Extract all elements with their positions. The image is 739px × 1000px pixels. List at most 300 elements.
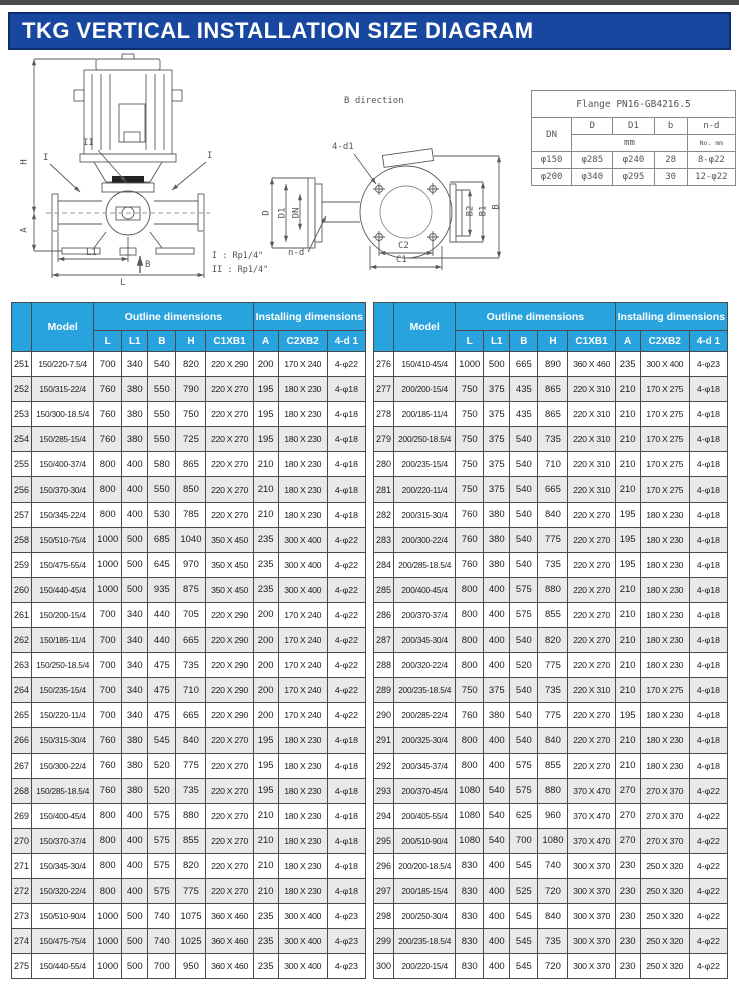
table-cell: 4-φ18 bbox=[689, 477, 727, 502]
table-cell: 950 bbox=[176, 954, 206, 979]
table-cell: 210 bbox=[615, 628, 640, 653]
table-row bbox=[12, 452, 366, 477]
table-cell: 1000 bbox=[94, 929, 122, 954]
table-cell: 575 bbox=[148, 828, 176, 853]
table-cell: 150/440-45/4 bbox=[32, 577, 94, 602]
table-cell: 270 bbox=[12, 828, 32, 853]
table-cell: 200/220-11/4 bbox=[394, 477, 456, 502]
table-cell: 4-φ18 bbox=[327, 477, 365, 502]
table-cell: 250 X 320 bbox=[640, 954, 689, 979]
table-cell: 4-φ18 bbox=[689, 527, 727, 552]
table-cell: 254 bbox=[12, 427, 32, 452]
table-cell: 210 bbox=[615, 452, 640, 477]
table-cell: 220 X 270 bbox=[568, 577, 615, 602]
table-cell: 4-φ22 bbox=[327, 352, 365, 377]
table-cell: 210 bbox=[253, 803, 278, 828]
table-cell: 170 X 240 bbox=[278, 678, 327, 703]
table-cell: 200 bbox=[253, 352, 278, 377]
table-cell: 230 bbox=[615, 954, 640, 979]
table-cell: 200/405-55/4 bbox=[394, 803, 456, 828]
table-cell: 150/370-30/4 bbox=[32, 477, 94, 502]
table-cell: 252 bbox=[12, 377, 32, 402]
table-cell: 180 X 230 bbox=[640, 552, 689, 577]
table-cell: 800 bbox=[456, 628, 484, 653]
table-cell: 360 X 460 bbox=[206, 929, 253, 954]
table-cell: 750 bbox=[176, 402, 206, 427]
table-cell: 210 bbox=[615, 427, 640, 452]
table-cell: 520 bbox=[148, 778, 176, 803]
num-col-header bbox=[12, 303, 32, 352]
table-row bbox=[12, 653, 366, 678]
table-row bbox=[374, 728, 728, 753]
table-row bbox=[12, 628, 366, 653]
table-cell: 735 bbox=[176, 653, 206, 678]
table-cell: 150/315-22/4 bbox=[32, 377, 94, 402]
page-top-strip bbox=[0, 0, 739, 5]
table-cell: 4-φ22 bbox=[689, 904, 727, 929]
table-cell: 580 bbox=[148, 452, 176, 477]
table-cell: 760 bbox=[94, 728, 122, 753]
table-cell: 575 bbox=[510, 577, 538, 602]
table-cell: 625 bbox=[510, 803, 538, 828]
table-cell: 290 bbox=[374, 703, 394, 728]
table-cell: 4-φ22 bbox=[689, 954, 727, 979]
table-cell: 292 bbox=[374, 753, 394, 778]
b-direction-title: B direction bbox=[344, 96, 404, 106]
table-cell: 1000 bbox=[94, 904, 122, 929]
table-cell: 271 bbox=[12, 853, 32, 878]
table-cell: 375 bbox=[484, 402, 510, 427]
table-cell: 200/400-45/4 bbox=[394, 577, 456, 602]
table-row bbox=[374, 527, 728, 552]
table-cell: 750 bbox=[456, 377, 484, 402]
table-cell: 700 bbox=[148, 954, 176, 979]
table-cell: 4-φ18 bbox=[689, 402, 727, 427]
table-cell: 970 bbox=[176, 552, 206, 577]
table-cell: 4-φ23 bbox=[327, 929, 365, 954]
table-cell: 220 X 270 bbox=[568, 552, 615, 577]
table-cell: 1040 bbox=[176, 527, 206, 552]
table-cell: φ285 bbox=[572, 152, 613, 169]
table-row bbox=[374, 853, 728, 878]
table-cell: 4-φ22 bbox=[689, 828, 727, 853]
table-cell: 8-φ22 bbox=[687, 152, 735, 169]
table-cell: 220 X 310 bbox=[568, 452, 615, 477]
table-cell: 1000 bbox=[456, 352, 484, 377]
table-cell: 195 bbox=[615, 527, 640, 552]
dim-label-b1: B1 bbox=[478, 205, 489, 217]
table-cell: 286 bbox=[374, 602, 394, 627]
table-cell: 210 bbox=[253, 477, 278, 502]
table-row bbox=[12, 502, 366, 527]
table-cell: 282 bbox=[374, 502, 394, 527]
table-cell: 340 bbox=[122, 703, 148, 728]
table-cell: 28 bbox=[654, 152, 687, 169]
table-cell: 4-φ18 bbox=[689, 653, 727, 678]
table-cell: 235 bbox=[253, 929, 278, 954]
spec-tables bbox=[11, 302, 728, 979]
dim-label-a: A bbox=[19, 227, 30, 233]
table-cell: 220 X 290 bbox=[206, 678, 253, 703]
table-cell: 800 bbox=[456, 728, 484, 753]
table-row bbox=[374, 552, 728, 577]
table-row bbox=[374, 452, 728, 477]
table-row bbox=[12, 929, 366, 954]
table-cell: 840 bbox=[538, 904, 568, 929]
table-cell: 380 bbox=[122, 778, 148, 803]
table-cell: 300 X 370 bbox=[568, 853, 615, 878]
table-cell: 210 bbox=[615, 402, 640, 427]
table-cell: 276 bbox=[374, 352, 394, 377]
table-cell: 4-φ18 bbox=[689, 678, 727, 703]
table-row bbox=[374, 653, 728, 678]
table-cell: 220 X 270 bbox=[568, 502, 615, 527]
table-cell: 880 bbox=[538, 577, 568, 602]
table-cell: 300 X 400 bbox=[278, 904, 327, 929]
table-cell: 775 bbox=[176, 878, 206, 903]
table-cell: 575 bbox=[148, 803, 176, 828]
table-cell: 380 bbox=[484, 552, 510, 577]
table-cell: 180 X 230 bbox=[278, 402, 327, 427]
table-cell: 180 X 230 bbox=[640, 703, 689, 728]
table-cell: 150/200-15/4 bbox=[32, 602, 94, 627]
table-cell: 700 bbox=[94, 703, 122, 728]
table-cell: 540 bbox=[510, 477, 538, 502]
table-cell: 380 bbox=[484, 502, 510, 527]
table-cell: 220 X 270 bbox=[568, 753, 615, 778]
table-row bbox=[374, 628, 728, 653]
table-cell: 820 bbox=[538, 628, 568, 653]
dim-label-b-arrow: B bbox=[145, 260, 151, 270]
installing-dimensions-header: Installing dimensions bbox=[253, 303, 365, 331]
table-cell: 400 bbox=[484, 728, 510, 753]
table-cell: 500 bbox=[484, 352, 510, 377]
table-cell: 1000 bbox=[94, 527, 122, 552]
table-cell: 735 bbox=[538, 929, 568, 954]
table-cell: 370 X 470 bbox=[568, 778, 615, 803]
table-row bbox=[12, 703, 366, 728]
table-cell: 360 X 460 bbox=[568, 352, 615, 377]
model-col-header: Model bbox=[32, 303, 94, 352]
flange-col-b: b bbox=[654, 118, 687, 135]
table-cell: 200/185-15/4 bbox=[394, 878, 456, 903]
table-cell: φ295 bbox=[613, 169, 654, 186]
table-cell: 340 bbox=[122, 352, 148, 377]
table-cell: 545 bbox=[510, 853, 538, 878]
table-cell: 4-φ22 bbox=[689, 929, 727, 954]
table-cell: 220 X 290 bbox=[206, 703, 253, 728]
table-cell: 360 X 460 bbox=[206, 954, 253, 979]
table-cell: 195 bbox=[253, 402, 278, 427]
table-cell: 220 X 270 bbox=[206, 452, 253, 477]
table-cell: 200/235-18.5/4 bbox=[394, 678, 456, 703]
table-cell: 150/370-37/4 bbox=[32, 828, 94, 853]
table-cell: 220 X 290 bbox=[206, 628, 253, 653]
table-cell: 1000 bbox=[94, 552, 122, 577]
table-cell: 540 bbox=[510, 628, 538, 653]
table-cell: 150/475-55/4 bbox=[32, 552, 94, 577]
table-row bbox=[12, 828, 366, 853]
table-cell: 4-φ18 bbox=[327, 753, 365, 778]
table-row bbox=[374, 703, 728, 728]
table-cell: 210 bbox=[253, 452, 278, 477]
note-rp-ii: II : Rp1/4" bbox=[212, 265, 269, 275]
table-row bbox=[12, 803, 366, 828]
table-cell: 800 bbox=[94, 803, 122, 828]
table-cell: 540 bbox=[484, 828, 510, 853]
table-cell: 261 bbox=[12, 602, 32, 627]
table-cell: 800 bbox=[456, 653, 484, 678]
table-cell: 220 X 270 bbox=[568, 602, 615, 627]
table-cell: 775 bbox=[176, 753, 206, 778]
table-cell: 150/235-15/4 bbox=[32, 678, 94, 703]
table-cell: 4-φ18 bbox=[327, 778, 365, 803]
table-cell: 380 bbox=[122, 728, 148, 753]
table-cell: 4-φ22 bbox=[327, 577, 365, 602]
table-cell: 180 X 230 bbox=[640, 728, 689, 753]
table-row bbox=[374, 778, 728, 803]
table-cell: 200/285-22/4 bbox=[394, 703, 456, 728]
table-cell: 540 bbox=[510, 703, 538, 728]
table-cell: 220 X 270 bbox=[568, 527, 615, 552]
table-cell: 440 bbox=[148, 602, 176, 627]
table-cell: 170 X 275 bbox=[640, 678, 689, 703]
table-cell: 800 bbox=[94, 502, 122, 527]
table-cell: 540 bbox=[510, 427, 538, 452]
col-c2xb2: C2XB2 bbox=[278, 331, 327, 352]
section-label-i-left: I bbox=[43, 153, 49, 163]
col-l: L bbox=[456, 331, 484, 352]
spec-table-left bbox=[11, 302, 366, 979]
table-cell: 350 X 450 bbox=[206, 552, 253, 577]
table-cell: 340 bbox=[122, 628, 148, 653]
table-cell: 200/325-30/4 bbox=[394, 728, 456, 753]
table-cell: 258 bbox=[12, 527, 32, 552]
table-row bbox=[12, 753, 366, 778]
table-cell: 220 X 310 bbox=[568, 678, 615, 703]
table-cell: 350 X 450 bbox=[206, 527, 253, 552]
table-cell: 150/345-22/4 bbox=[32, 502, 94, 527]
table-row bbox=[12, 904, 366, 929]
table-cell: 725 bbox=[176, 427, 206, 452]
table-cell: 340 bbox=[122, 602, 148, 627]
table-cell: 575 bbox=[510, 778, 538, 803]
table-cell: 540 bbox=[510, 552, 538, 577]
table-cell: 4-φ18 bbox=[689, 753, 727, 778]
table-cell: φ240 bbox=[613, 152, 654, 169]
table-cell: 235 bbox=[253, 552, 278, 577]
table-cell: 4-φ18 bbox=[327, 452, 365, 477]
table-cell: 287 bbox=[374, 628, 394, 653]
dim-label-d1: D1 bbox=[277, 207, 288, 219]
table-cell: 4-φ18 bbox=[689, 703, 727, 728]
table-cell: 195 bbox=[615, 502, 640, 527]
table-cell: 255 bbox=[12, 452, 32, 477]
table-cell: 30 bbox=[654, 169, 687, 186]
table-cell: 500 bbox=[122, 904, 148, 929]
table-cell: 170 X 275 bbox=[640, 402, 689, 427]
table-cell: 380 bbox=[122, 377, 148, 402]
table-cell: 220 X 270 bbox=[568, 703, 615, 728]
table-cell: 500 bbox=[122, 929, 148, 954]
table-cell: 200/185-11/4 bbox=[394, 402, 456, 427]
table-cell: 277 bbox=[374, 377, 394, 402]
table-cell: 705 bbox=[176, 602, 206, 627]
table-cell: 700 bbox=[94, 653, 122, 678]
table-cell: 830 bbox=[456, 929, 484, 954]
table-cell: 300 X 370 bbox=[568, 878, 615, 903]
table-cell: 710 bbox=[176, 678, 206, 703]
table-cell: 220 X 290 bbox=[206, 352, 253, 377]
table-cell: 4-φ18 bbox=[689, 552, 727, 577]
table-cell: 220 X 270 bbox=[206, 778, 253, 803]
col-4d1: 4-d 1 bbox=[689, 331, 727, 352]
table-cell: 220 X 270 bbox=[206, 377, 253, 402]
table-cell: 4-φ18 bbox=[327, 828, 365, 853]
flange-spec-table-wrap bbox=[531, 90, 737, 186]
table-cell: 300 X 400 bbox=[278, 954, 327, 979]
table-row bbox=[374, 929, 728, 954]
table-cell: 4-φ18 bbox=[689, 502, 727, 527]
table-cell: 665 bbox=[538, 477, 568, 502]
table-cell: 4-φ18 bbox=[327, 728, 365, 753]
table-cell: 4-φ18 bbox=[689, 427, 727, 452]
table-cell: 4-φ18 bbox=[689, 452, 727, 477]
table-cell: 735 bbox=[538, 552, 568, 577]
table-cell: 4-φ23 bbox=[689, 352, 727, 377]
table-cell: 150/285-18.5/4 bbox=[32, 778, 94, 803]
table-cell: 540 bbox=[510, 502, 538, 527]
table-cell: 665 bbox=[176, 628, 206, 653]
table-cell: 285 bbox=[374, 577, 394, 602]
table-cell: 200/345-30/4 bbox=[394, 628, 456, 653]
table-cell: 235 bbox=[615, 352, 640, 377]
table-cell: 264 bbox=[12, 678, 32, 703]
table-cell: 700 bbox=[94, 628, 122, 653]
table-cell: 200/220-15/4 bbox=[394, 954, 456, 979]
b-direction-drawing bbox=[256, 96, 514, 296]
table-cell: 4-φ18 bbox=[689, 602, 727, 627]
table-cell: 735 bbox=[538, 678, 568, 703]
table-cell: 4-φ18 bbox=[327, 803, 365, 828]
table-cell: 575 bbox=[148, 853, 176, 878]
table-cell: 820 bbox=[176, 853, 206, 878]
table-cell: 284 bbox=[374, 552, 394, 577]
table-cell: 220 X 270 bbox=[568, 728, 615, 753]
table-cell: 1000 bbox=[94, 954, 122, 979]
table-cell: 200/285-18.5/4 bbox=[394, 552, 456, 577]
table-row bbox=[374, 753, 728, 778]
table-cell: 150/250-18.5/4 bbox=[32, 653, 94, 678]
table-cell: 235 bbox=[253, 527, 278, 552]
table-row bbox=[12, 778, 366, 803]
table-row bbox=[374, 803, 728, 828]
table-row bbox=[12, 477, 366, 502]
table-cell: 200/320-22/4 bbox=[394, 653, 456, 678]
table-cell: 735 bbox=[538, 427, 568, 452]
table-cell: 150/440-55/4 bbox=[32, 954, 94, 979]
table-cell: 500 bbox=[122, 954, 148, 979]
table-row bbox=[374, 477, 728, 502]
table-row bbox=[12, 577, 366, 602]
table-cell: 195 bbox=[253, 778, 278, 803]
table-cell: 200/200-18.5/4 bbox=[394, 853, 456, 878]
table-cell: 300 X 370 bbox=[568, 954, 615, 979]
table-cell: 375 bbox=[484, 477, 510, 502]
table-cell: 700 bbox=[94, 602, 122, 627]
installing-dimensions-header: Installing dimensions bbox=[615, 303, 727, 331]
table-cell: 435 bbox=[510, 402, 538, 427]
table-cell: 740 bbox=[148, 929, 176, 954]
table-cell: 540 bbox=[484, 803, 510, 828]
table-row bbox=[374, 878, 728, 903]
table-cell: 800 bbox=[94, 452, 122, 477]
table-cell: 4-φ22 bbox=[327, 552, 365, 577]
table-row bbox=[12, 402, 366, 427]
table-cell: 875 bbox=[176, 577, 206, 602]
table-cell: 256 bbox=[12, 477, 32, 502]
table-cell: 220 X 270 bbox=[206, 728, 253, 753]
table-cell: 180 X 230 bbox=[278, 753, 327, 778]
table-cell: 4-φ18 bbox=[327, 427, 365, 452]
table-cell: 4-φ22 bbox=[689, 803, 727, 828]
table-cell: 12-φ22 bbox=[687, 169, 735, 186]
table-cell: 1075 bbox=[176, 904, 206, 929]
table-cell: 400 bbox=[122, 853, 148, 878]
table-cell: 180 X 230 bbox=[640, 628, 689, 653]
table-cell: 830 bbox=[456, 853, 484, 878]
table-cell: 300 X 400 bbox=[278, 577, 327, 602]
table-cell: 220 X 270 bbox=[206, 502, 253, 527]
table-cell: 200/370-37/4 bbox=[394, 602, 456, 627]
table-cell: 180 X 230 bbox=[640, 502, 689, 527]
flange-col-nd: n-d bbox=[687, 118, 735, 135]
table-cell: 150/185-11/4 bbox=[32, 628, 94, 653]
table-cell: 830 bbox=[456, 904, 484, 929]
table-cell: 785 bbox=[176, 502, 206, 527]
table-cell: 375 bbox=[484, 678, 510, 703]
table-cell: 760 bbox=[456, 502, 484, 527]
outline-dimensions-header: Outline dimensions bbox=[94, 303, 253, 331]
table-cell: 250 X 320 bbox=[640, 878, 689, 903]
table-cell: 4-φ18 bbox=[327, 878, 365, 903]
table-cell: 200 bbox=[253, 678, 278, 703]
table-row bbox=[12, 352, 366, 377]
table-cell: 1025 bbox=[176, 929, 206, 954]
table-cell: 210 bbox=[253, 878, 278, 903]
table-cell: 288 bbox=[374, 653, 394, 678]
table-cell: 370 X 470 bbox=[568, 803, 615, 828]
table-cell: 740 bbox=[148, 904, 176, 929]
table-row bbox=[374, 502, 728, 527]
table-cell: 4-φ18 bbox=[327, 402, 365, 427]
table-cell: 300 X 400 bbox=[278, 552, 327, 577]
table-cell: 4-φ18 bbox=[689, 577, 727, 602]
table-cell: 400 bbox=[122, 803, 148, 828]
diagram-zone bbox=[0, 50, 739, 300]
col-c2xb2: C2XB2 bbox=[640, 331, 689, 352]
note-rp-i: I : Rp1/4" bbox=[212, 251, 264, 261]
table-cell: 220 X 310 bbox=[568, 427, 615, 452]
table-cell: 350 X 450 bbox=[206, 577, 253, 602]
table-cell: 180 X 230 bbox=[278, 452, 327, 477]
table-cell: 400 bbox=[484, 878, 510, 903]
flange-table-title: Flange PN16-GB4216.5 bbox=[532, 91, 736, 118]
table-cell: 800 bbox=[94, 828, 122, 853]
table-cell: 220 X 310 bbox=[568, 477, 615, 502]
table-cell: 180 X 230 bbox=[278, 502, 327, 527]
table-cell: 800 bbox=[94, 878, 122, 903]
